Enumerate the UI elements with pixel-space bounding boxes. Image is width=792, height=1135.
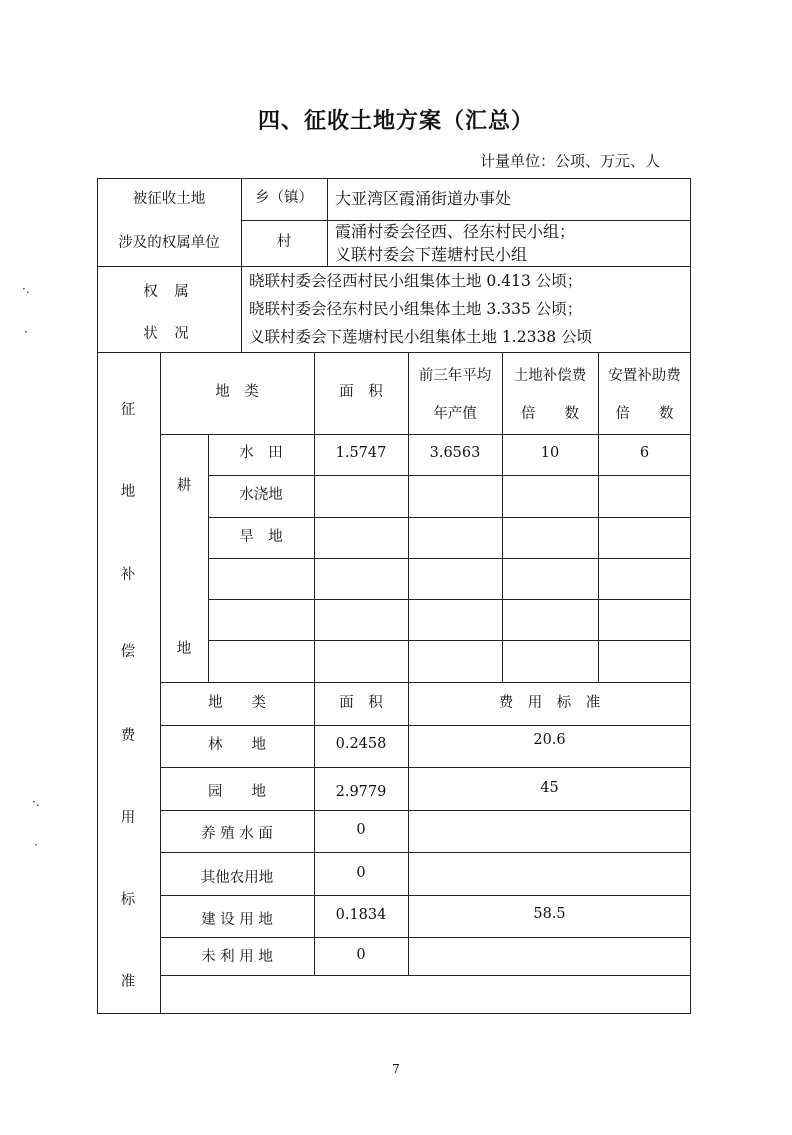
- standard: 58.5: [533, 906, 566, 922]
- header-avg-output-1: 前三年平均: [418, 368, 492, 385]
- resettle-multiple: 6: [639, 445, 650, 461]
- vertical-label-char: 补: [120, 567, 136, 583]
- land-type: 林 地: [208, 737, 266, 754]
- header-avg-output-2: 年产值: [433, 406, 477, 423]
- vertical-label-char: 偿: [120, 644, 136, 660]
- ownership-label-1: 权 属: [143, 284, 195, 301]
- margin-mark: ·: [24, 325, 28, 339]
- header-land-multiple-1: 土地补偿费: [513, 368, 587, 385]
- vertical-label-char: 用: [120, 810, 136, 826]
- ownership-label-2: 状 况: [143, 326, 195, 343]
- area: 2.9779: [335, 783, 387, 800]
- vertical-label-char: 费: [120, 728, 136, 744]
- area: 1.5747: [335, 445, 387, 461]
- page-number: 7: [392, 1062, 400, 1076]
- affected-label-1: 被征收土地: [132, 191, 206, 208]
- cultivated-label-char: 地: [176, 641, 192, 657]
- header-resettle-multiple-1: 安置补助费: [608, 368, 681, 385]
- cultivated-label-char: 耕: [176, 478, 192, 494]
- village-line-2: 义联村委会下莲塘村民小组: [335, 244, 528, 264]
- header-land-type: 地 类: [215, 384, 259, 401]
- standard: [408, 937, 691, 975]
- standard: 45: [540, 780, 559, 796]
- land-type: 其他农用地: [200, 869, 274, 886]
- vertical-label-char: 征: [120, 402, 136, 418]
- avg-output: 3.6563: [429, 445, 481, 461]
- header-land-multiple-2: 倍 数: [521, 406, 579, 423]
- vertical-label-char: 准: [120, 974, 136, 990]
- area: 0.2458: [335, 736, 387, 752]
- vertical-label-char: 地: [120, 484, 136, 500]
- vertical-label-char: 标: [120, 892, 136, 908]
- header-area: 面 积: [339, 384, 383, 401]
- land-multiple: 10: [540, 445, 560, 461]
- land-type: 养 殖 水 面: [201, 826, 273, 843]
- unit-note: 计量单位：公项、万元、人: [480, 152, 661, 170]
- other-header-standard: 费 用 标 准: [498, 694, 601, 711]
- area: 0: [356, 822, 366, 839]
- land-type: 旱 地: [239, 528, 283, 545]
- township-value: 大亚湾区霞涌街道办事处: [335, 189, 512, 209]
- margin-mark: ·: [34, 838, 38, 852]
- land-type: 水浇地: [239, 487, 283, 504]
- header-resettle-multiple-2: 倍 数: [615, 406, 674, 423]
- land-type: 园 地: [208, 783, 266, 800]
- area: 0.1834: [335, 907, 387, 924]
- land-type: 建 设 用 地: [201, 912, 273, 929]
- standard: 20.6: [533, 732, 566, 748]
- area: 0: [356, 947, 366, 964]
- land-type: 水 田: [239, 445, 283, 461]
- other-header-area: 面 积: [339, 694, 383, 711]
- standard: [408, 852, 691, 895]
- margin-mark: ·.: [32, 795, 40, 809]
- township-label: 乡（镇）: [255, 190, 313, 207]
- other-header-land-type: 地 类: [208, 694, 266, 711]
- standard: [408, 810, 691, 852]
- ownership-line: 晓联村委会径西村民小组集体土地 0.413 公顷；: [249, 271, 583, 290]
- affected-label-2: 涉及的权属单位: [118, 235, 220, 252]
- ownership-line: 义联村委会下莲塘村民小组集体土地 1.2338 公顷: [249, 327, 593, 346]
- land-type: 未 利 用 地: [201, 949, 273, 966]
- village-line-1: 霞涌村委会径西、径东村民小组；: [335, 221, 576, 241]
- ownership-line: 晓联村委会径东村民小组集体土地 3.335 公顷；: [249, 299, 583, 318]
- margin-mark: ·.: [22, 282, 30, 296]
- page-title: 四、征收土地方案（汇总）: [257, 109, 534, 134]
- village-label: 村: [276, 234, 292, 251]
- area: 0: [356, 864, 366, 881]
